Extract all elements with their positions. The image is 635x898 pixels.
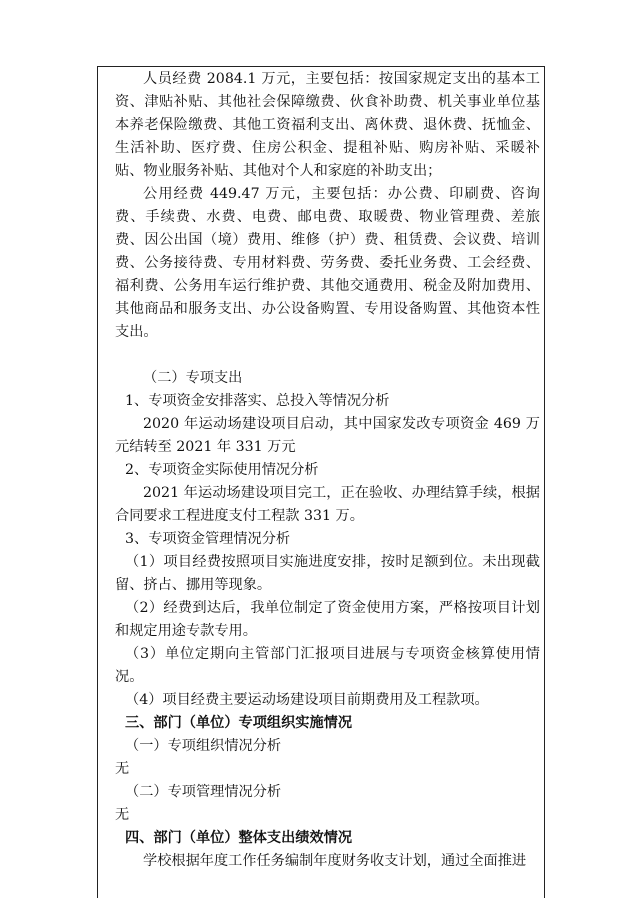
paragraph-management-item-4: （4）项目经费主要运动场建设项目前期费用及工程款项。 xyxy=(125,692,489,708)
paragraph-management-item-1: （1）项目经费按照项目实施进度安排，按时足额到位。未出现截留、挤占、挪用等现象。 xyxy=(115,554,540,593)
paragraph-management-item-2: （2）经费到达后，我单位制定了资金使用方案，严格按项目计划和规定用途专款专用。 xyxy=(115,600,540,639)
paragraph-fund-usage: 2021 年运动场建设项目完工，正在验收、办理结算手续，根据合同要求工程进度支付工程款 331 万。 xyxy=(115,485,540,524)
document-body xyxy=(115,68,540,873)
section-heading-3: 三、部门（单位）专项组织实施情况 xyxy=(125,715,353,731)
paragraph-overall-performance: 学校根据年度工作任务编制年度财务收支计划，通过全面推进 xyxy=(143,853,527,869)
paragraph-public-expenses: 公用经费 449.47 万元，主要包括：办公费、印刷费、咨询费、手续费、水费、电费、邮电费、取暖费、物业管理费、差旅费、因公出国（境）费用、维修（护）费、租赁费、会议费、培训费、公务接待费、专用材料费、劳务费、委托业务费、工会经费、福利费、公务用车运行维护费、其他交通费用、税金及附加费用、其他商品和服务支出、办公设备购置、专用设备购置、其他资本性支出。 xyxy=(115,186,540,340)
subheading-organization: （一）专项组织情况分析 xyxy=(125,738,282,754)
section-heading-4: 四、部门（单位）整体支出绩效情况 xyxy=(125,830,353,846)
paragraph-none-2: 无 xyxy=(115,807,130,823)
paragraph-none-1: 无 xyxy=(115,761,130,777)
subheading-management: （二）专项管理情况分析 xyxy=(125,784,282,800)
blank-line xyxy=(115,344,540,367)
paragraph-management-item-3: （3）单位定期向主管部门汇报项目进展与专项资金核算使用情况。 xyxy=(115,646,540,685)
subheading-fund-usage: 2、专项资金实际使用情况分析 xyxy=(125,462,319,478)
subheading-fund-management: 3、专项资金管理情况分析 xyxy=(125,531,291,547)
subheading-fund-arrangement: 1、专项资金安排落实、总投入等情况分析 xyxy=(125,393,390,409)
paragraph-personnel-expenses: 人员经费 2084.1 万元，主要包括：按国家规定支出的基本工资、津贴补贴、其他社会保障缴费、伙食补助费、机关事业单位基本养老保险缴费、其他工资福利支出、离休费、退休费、抚恤金、生活补助、医疗费、住房公积金、提租补贴、购房补贴、采暖补贴、物业服务补贴、其他对个人和家庭的补助支出； xyxy=(115,71,540,179)
heading-special-expenditure: （二）专项支出 xyxy=(143,370,243,386)
paragraph-fund-arrangement: 2020 年运动场建设项目启动，其中国家发改专项资金 469 万元结转至 2021 年 331 万元 xyxy=(115,416,540,455)
